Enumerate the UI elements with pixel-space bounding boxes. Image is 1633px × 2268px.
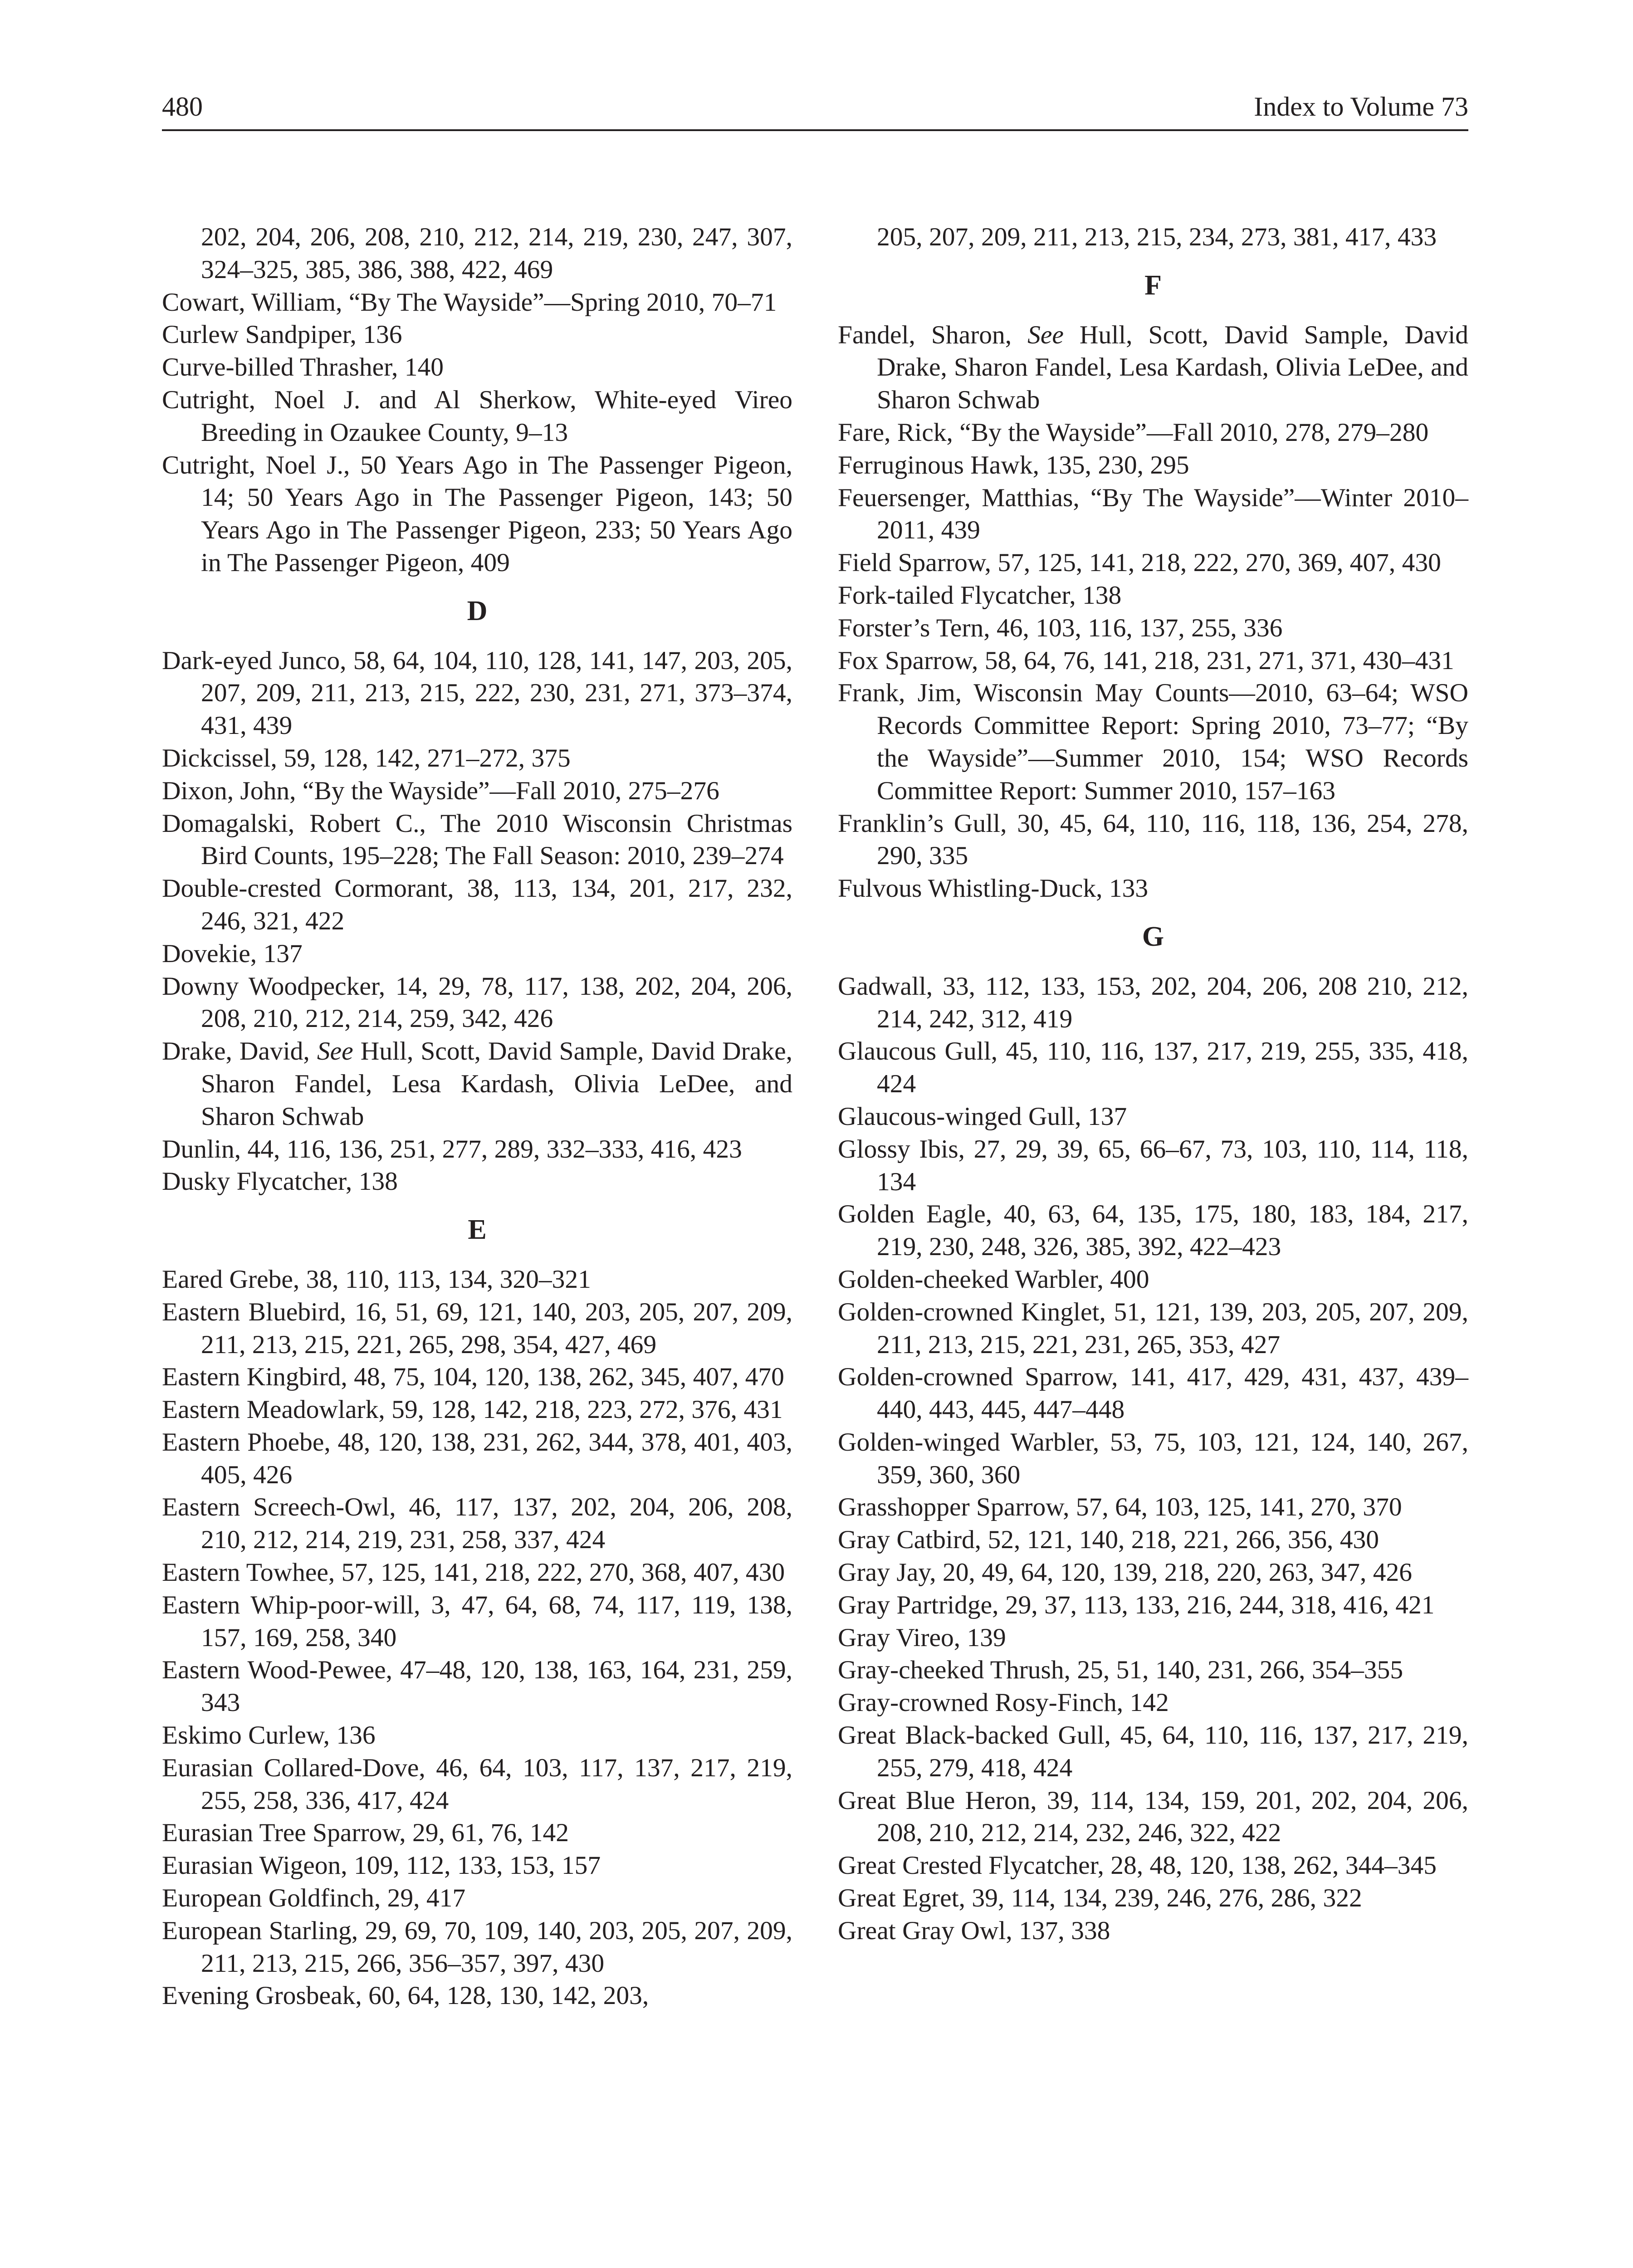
- index-entry: Franklin’s Gull, 30, 45, 64, 110, 116, 118, 136, 254, 278, 290, 335: [838, 809, 1468, 870]
- index-entry: Curve-billed Thrasher, 140: [162, 353, 444, 382]
- running-head: Index to Volume 73: [1254, 92, 1468, 122]
- index-entry: Forster’s Tern, 46, 103, 116, 137, 255, 336: [838, 613, 1283, 642]
- index-entry: Gray-cheeked Thrush, 25, 51, 140, 231, 266, 354–355: [838, 1656, 1403, 1685]
- section-letter: D: [467, 595, 488, 626]
- index-entry: Golden-crowned Sparrow, 141, 417, 429, 431, 437, 439–440, 443, 445, 447–448: [838, 1363, 1468, 1424]
- index-entry: European Starling, 29, 69, 70, 109, 140, 203, 205, 207, 209, 211, 213, 215, 266, 356–357, 397, 430: [162, 1916, 792, 1978]
- index-entry: Dickcissel, 59, 128, 142, 271–272, 375: [162, 743, 571, 772]
- index-entry: Golden Eagle, 40, 63, 64, 135, 175, 180, 183, 184, 217, 219, 230, 248, 326, 385, 392, 422–423: [838, 1200, 1468, 1261]
- index-entry: Golden-winged Warbler, 53, 75, 103, 121, 124, 140, 267, 359, 360, 360: [838, 1427, 1468, 1489]
- index-entry: Fare, Rick, “By the Wayside”—Fall 2010, 278, 279–280: [838, 418, 1429, 447]
- index-entry: Eastern Wood-Pewee, 47–48, 120, 138, 163, 164, 231, 259, 343: [162, 1656, 792, 1717]
- index-entry: Fulvous Whistling-Duck, 133: [838, 874, 1149, 903]
- index-column-left: [162, 221, 792, 2012]
- index-column-right: [838, 221, 1468, 1947]
- index-entry: Dunlin, 44, 116, 136, 251, 277, 289, 332–333, 416, 423: [162, 1134, 742, 1163]
- index-entry: Curlew Sandpiper, 136: [162, 320, 402, 349]
- index-entry: Dixon, John, “By the Wayside”—Fall 2010, 275–276: [162, 776, 719, 805]
- index-entry: Feuersenger, Matthias, “By The Wayside”—Winter 2010–2011, 439: [838, 483, 1468, 545]
- index-entry: Cutright, Noel J. and Al Sherkow, White-eyed Vireo Breeding in Ozaukee County, 9–13: [162, 385, 792, 447]
- index-entry: Gray-crowned Rosy-Finch, 142: [838, 1688, 1169, 1717]
- index-entry: Evening Grosbeak, 60, 64, 128, 130, 142, 203,: [162, 1981, 649, 2010]
- index-entry: Eastern Whip-poor-will, 3, 47, 64, 68, 74, 117, 119, 138, 157, 169, 258, 340: [162, 1590, 792, 1652]
- index-entry: Fork-tailed Flycatcher, 138: [838, 581, 1122, 610]
- section-letter: G: [1142, 921, 1164, 952]
- index-entry: European Goldfinch, 29, 417: [162, 1884, 466, 1913]
- header-rule: [162, 129, 1468, 131]
- index-entry: Eastern Kingbird, 48, 75, 104, 120, 138, 262, 345, 407, 470: [162, 1363, 784, 1392]
- index-entry: Drake, David, See Hull, Scott, David Sample, David Drake, Sharon Fandel, Lesa Kardash, Olivia LeDee, and Sharon Schwab: [162, 1037, 792, 1131]
- index-entry: Eurasian Tree Sparrow, 29, 61, 76, 142: [162, 1818, 569, 1848]
- section-letter: F: [1144, 269, 1162, 301]
- index-entry: Gray Vireo, 139: [838, 1623, 1006, 1652]
- index-entry: Fandel, Sharon, See Hull, Scott, David Sample, David Drake, Sharon Fandel, Lesa Kardash, Olivia LeDee, and Sharon Schwab: [838, 320, 1468, 415]
- index-entry: Great Egret, 39, 114, 134, 239, 246, 276, 286, 322: [838, 1884, 1362, 1913]
- index-entry: Domagalski, Robert C., The 2010 Wisconsin Christmas Bird Counts, 195–228; The Fall Season: 2010, 239–274: [162, 809, 792, 870]
- index-entry: Gray Jay, 20, 49, 64, 120, 139, 218, 220, 263, 347, 426: [838, 1558, 1412, 1587]
- index-entry: Ferruginous Hawk, 135, 230, 295: [838, 450, 1189, 479]
- index-entry: Dovekie, 137: [162, 939, 303, 968]
- index-entry: Glaucous Gull, 45, 110, 116, 137, 217, 219, 255, 335, 418, 424: [838, 1037, 1468, 1099]
- index-entry: Great Gray Owl, 137, 338: [838, 1916, 1110, 1945]
- index-entry-continued: 202, 204, 206, 208, 210, 212, 214, 219, 230, 247, 307, 324–325, 385, 386, 388, 422, 469: [201, 223, 792, 284]
- index-entry: Eurasian Wigeon, 109, 112, 133, 153, 157: [162, 1851, 601, 1880]
- index-entry: Eastern Bluebird, 16, 51, 69, 121, 140, 203, 205, 207, 209, 211, 213, 215, 221, 265, 298, 354, 427, 469: [162, 1297, 792, 1359]
- index-entry-continued: 205, 207, 209, 211, 213, 215, 234, 273, 381, 417, 433: [877, 223, 1437, 251]
- index-entry: Glaucous-winged Gull, 137: [838, 1102, 1127, 1131]
- index-entry: Eastern Meadowlark, 59, 128, 142, 218, 223, 272, 376, 431: [162, 1395, 783, 1424]
- index-entry: Gadwall, 33, 112, 133, 153, 202, 204, 206, 208 210, 212, 214, 242, 312, 419: [838, 972, 1468, 1033]
- index-entry: Double-crested Cormorant, 38, 113, 134, 201, 217, 232, 246, 321, 422: [162, 874, 792, 935]
- index-entry: Golden-cheeked Warbler, 400: [838, 1265, 1149, 1294]
- index-entry: Downy Woodpecker, 14, 29, 78, 117, 138, 202, 204, 206, 208, 210, 212, 214, 259, 342, 426: [162, 972, 792, 1033]
- index-entry: Eskimo Curlew, 136: [162, 1721, 376, 1750]
- index-entry: Gray Partridge, 29, 37, 113, 133, 216, 244, 318, 416, 421: [838, 1590, 1435, 1619]
- index-entry: Glossy Ibis, 27, 29, 39, 65, 66–67, 73, 103, 110, 114, 118, 134: [838, 1134, 1468, 1196]
- index-entry: Eastern Towhee, 57, 125, 141, 218, 222, 270, 368, 407, 430: [162, 1558, 785, 1587]
- page-header: [162, 88, 1468, 134]
- index-entry: Eurasian Collared-Dove, 46, 64, 103, 117, 137, 217, 219, 255, 258, 336, 417, 424: [162, 1753, 792, 1815]
- index-entry: Cowart, William, “By The Wayside”—Spring 2010, 70–71: [162, 288, 777, 317]
- index-entry: Cutright, Noel J., 50 Years Ago in The Passenger Pigeon, 14; 50 Years Ago in The Passenger Pigeon, 143; 50 Years Ago in The Passenger Pigeon, 233; 50 Years Ago in The Passenger Pigeon, 409: [162, 450, 792, 577]
- index-entry: Grasshopper Sparrow, 57, 64, 103, 125, 141, 270, 370: [838, 1493, 1402, 1522]
- index-entry: Eastern Screech-Owl, 46, 117, 137, 202, 204, 206, 208, 210, 212, 214, 219, 231, 258, 337, 424: [162, 1493, 792, 1554]
- index-entry: Great Blue Heron, 39, 114, 134, 159, 201, 202, 204, 206, 208, 210, 212, 214, 232, 246, 322, 422: [838, 1786, 1468, 1848]
- index-entry: Dark-eyed Junco, 58, 64, 104, 110, 128, 141, 147, 203, 205, 207, 209, 211, 213, 215, 222, 230, 231, 271, 373–374, 431, 439: [162, 646, 792, 740]
- index-entry: Frank, Jim, Wisconsin May Counts—2010, 63–64; WSO Records Committee Report: Spring 2010, 73–77; “By the Wayside”—Summer 2010, 154; WSO Records Committee Report: Summer 2010, 157–163: [838, 679, 1468, 805]
- section-letter: E: [468, 1214, 487, 1246]
- index-entry: Gray Catbird, 52, 121, 140, 218, 221, 266, 356, 430: [838, 1525, 1379, 1554]
- index-entry: Great Black-backed Gull, 45, 64, 110, 116, 137, 217, 219, 255, 279, 418, 424: [838, 1721, 1468, 1782]
- index-entry: Great Crested Flycatcher, 28, 48, 120, 138, 262, 344–345: [838, 1851, 1437, 1880]
- index-entry: Eared Grebe, 38, 110, 113, 134, 320–321: [162, 1265, 591, 1294]
- index-entry: Dusky Flycatcher, 138: [162, 1167, 398, 1196]
- index-entry: Eastern Phoebe, 48, 120, 138, 231, 262, 344, 378, 401, 403, 405, 426: [162, 1427, 792, 1489]
- index-entry: Golden-crowned Kinglet, 51, 121, 139, 203, 205, 207, 209, 211, 213, 215, 221, 231, 265, 353, 427: [838, 1297, 1468, 1359]
- index-entry: Fox Sparrow, 58, 64, 76, 141, 218, 231, 271, 371, 430–431: [838, 646, 1454, 675]
- page-number: 480: [162, 92, 203, 122]
- index-entry: Field Sparrow, 57, 125, 141, 218, 222, 270, 369, 407, 430: [838, 548, 1441, 577]
